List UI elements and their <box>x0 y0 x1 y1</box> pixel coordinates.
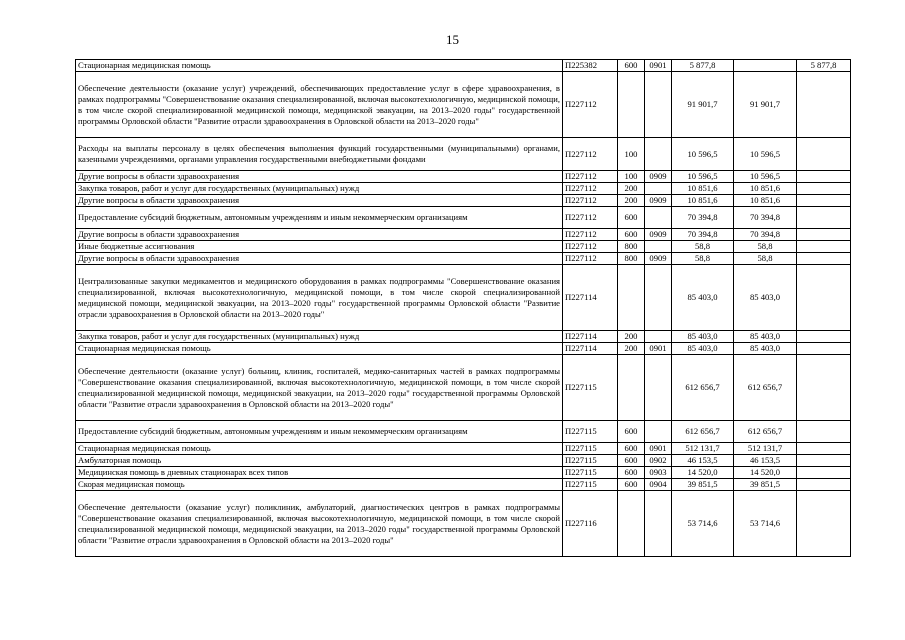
cell-total: 10 851,6 <box>672 183 734 195</box>
cell-expense-type: 600 <box>618 479 645 491</box>
cell-section: 0903 <box>645 467 672 479</box>
cell-section: 0901 <box>645 343 672 355</box>
cell-amount-2 <box>797 253 851 265</box>
cell-total: 85 403,0 <box>672 331 734 343</box>
cell-target-code: П227115 <box>563 455 618 467</box>
cell-section: 0909 <box>645 171 672 183</box>
cell-section <box>645 421 672 443</box>
table-row <box>76 207 851 229</box>
table-row <box>76 455 851 467</box>
cell-total: 10 851,6 <box>672 195 734 207</box>
cell-amount-1 <box>734 60 797 72</box>
table-row <box>76 229 851 241</box>
cell-amount-2 <box>797 455 851 467</box>
cell-name: Стационарная медицинская помощь <box>76 443 563 455</box>
table-row <box>76 138 851 171</box>
cell-total: 14 520,0 <box>672 467 734 479</box>
cell-expense-type: 600 <box>618 421 645 443</box>
cell-amount-1: 10 596,5 <box>734 171 797 183</box>
table-body <box>76 60 851 557</box>
cell-expense-type <box>618 265 645 331</box>
cell-expense-type: 600 <box>618 207 645 229</box>
cell-amount-2 <box>797 443 851 455</box>
cell-expense-type: 200 <box>618 183 645 195</box>
cell-amount-1: 612 656,7 <box>734 421 797 443</box>
cell-amount-1: 10 596,5 <box>734 138 797 171</box>
table-row <box>76 241 851 253</box>
cell-target-code: П227115 <box>563 355 618 421</box>
cell-expense-type <box>618 72 645 138</box>
cell-section: 0901 <box>645 60 672 72</box>
cell-amount-2 <box>797 207 851 229</box>
cell-name: Скорая медицинская помощь <box>76 479 563 491</box>
cell-name: Другие вопросы в области здравоохранения <box>76 253 563 265</box>
cell-total: 512 131,7 <box>672 443 734 455</box>
cell-target-code: П227112 <box>563 207 618 229</box>
cell-amount-2 <box>797 479 851 491</box>
cell-amount-2 <box>797 183 851 195</box>
cell-section <box>645 331 672 343</box>
cell-amount-2 <box>797 421 851 443</box>
cell-amount-1: 85 403,0 <box>734 343 797 355</box>
cell-section <box>645 241 672 253</box>
cell-amount-2 <box>797 343 851 355</box>
cell-expense-type <box>618 491 645 557</box>
cell-amount-2 <box>797 491 851 557</box>
cell-expense-type: 800 <box>618 241 645 253</box>
cell-amount-2 <box>797 355 851 421</box>
cell-name: Другие вопросы в области здравоохранения <box>76 171 563 183</box>
table-row <box>76 331 851 343</box>
cell-target-code: П227112 <box>563 72 618 138</box>
cell-expense-type: 600 <box>618 60 645 72</box>
cell-section <box>645 207 672 229</box>
table-row <box>76 355 851 421</box>
cell-amount-1: 39 851,5 <box>734 479 797 491</box>
cell-expense-type: 600 <box>618 443 645 455</box>
cell-amount-2 <box>797 265 851 331</box>
cell-expense-type: 200 <box>618 195 645 207</box>
cell-total: 70 394,8 <box>672 229 734 241</box>
cell-target-code: П227114 <box>563 331 618 343</box>
table-row <box>76 183 851 195</box>
cell-amount-1: 58,8 <box>734 241 797 253</box>
cell-name: Стационарная медицинская помощь <box>76 343 563 355</box>
cell-name: Амбулаторная помощь <box>76 455 563 467</box>
cell-target-code: П227112 <box>563 138 618 171</box>
cell-section <box>645 72 672 138</box>
cell-amount-2 <box>797 72 851 138</box>
cell-amount-1: 70 394,8 <box>734 207 797 229</box>
cell-name: Закупка товаров, работ и услуг для государственных (муниципальных) нужд <box>76 183 563 195</box>
cell-total: 10 596,5 <box>672 138 734 171</box>
cell-name: Обеспечение деятельности (оказание услуг) поликлиник, амбулаторий, диагностических центров в рамках подпрограммы "Совершенствование оказания специализированной, включая высокотехнологичную, медицинской помощи, в том числе скорой специализированной медицинской помощи, медицинской эвакуации, на 2013–2020 годы" государственной программы Орловской области "Развитие отрасли здравоохранения в Орловской области на 2013–2020 годы" <box>76 491 563 557</box>
cell-amount-2 <box>797 241 851 253</box>
cell-total: 85 403,0 <box>672 343 734 355</box>
cell-expense-type: 600 <box>618 229 645 241</box>
table-row <box>76 265 851 331</box>
cell-name: Закупка товаров, работ и услуг для государственных (муниципальных) нужд <box>76 331 563 343</box>
cell-name: Обеспечение деятельности (оказание услуг) больниц, клиник, госпиталей, медико-санитарных частей в рамках подпрограммы "Совершенствование оказания специализированной, включая высокотехнологичную, медицинской помощи, в том числе скорой специализированной медицинской помощи, медицинской эвакуации, на 2013–2020 годы" государственной программы Орловской области "Развитие отрасли здравоохранения в Орловской области на 2013–2020 годы" <box>76 355 563 421</box>
table-row <box>76 72 851 138</box>
table-row <box>76 479 851 491</box>
cell-amount-1: 10 851,6 <box>734 195 797 207</box>
cell-amount-2 <box>797 229 851 241</box>
cell-expense-type: 800 <box>618 253 645 265</box>
cell-total: 612 656,7 <box>672 355 734 421</box>
cell-expense-type: 200 <box>618 343 645 355</box>
cell-amount-1: 512 131,7 <box>734 443 797 455</box>
cell-expense-type <box>618 355 645 421</box>
cell-target-code: П227115 <box>563 443 618 455</box>
cell-total: 53 714,6 <box>672 491 734 557</box>
cell-total: 91 901,7 <box>672 72 734 138</box>
cell-target-code: П227115 <box>563 479 618 491</box>
cell-section: 0909 <box>645 229 672 241</box>
cell-amount-2 <box>797 195 851 207</box>
cell-section: 0909 <box>645 253 672 265</box>
budget-table <box>75 59 851 557</box>
cell-name: Другие вопросы в области здравоохранения <box>76 195 563 207</box>
cell-total: 85 403,0 <box>672 265 734 331</box>
cell-amount-1: 85 403,0 <box>734 331 797 343</box>
cell-total: 39 851,5 <box>672 479 734 491</box>
cell-section <box>645 183 672 195</box>
cell-target-code: П227112 <box>563 241 618 253</box>
table-row <box>76 195 851 207</box>
cell-amount-1: 91 901,7 <box>734 72 797 138</box>
cell-total: 46 153,5 <box>672 455 734 467</box>
cell-name: Обеспечение деятельности (оказание услуг) учреждений, обеспечивающих предоставление услуг в сфере здравоохранения, в рамках подпрограммы "Совершенствование оказания специализированной, включая высокотехнологичную, медицинской помощи, в том числе скорой специализированной медицинской помощи, медицинской эвакуации, на 2013–2020 годы" государственной программы Орловской области "Развитие отрасли здравоохранения в Орловской области на 2013–2020 годы" <box>76 72 563 138</box>
cell-section: 0902 <box>645 455 672 467</box>
cell-section: 0909 <box>645 195 672 207</box>
cell-amount-1: 612 656,7 <box>734 355 797 421</box>
cell-amount-1: 46 153,5 <box>734 455 797 467</box>
table-row <box>76 421 851 443</box>
cell-name: Другие вопросы в области здравоохранения <box>76 229 563 241</box>
cell-amount-2 <box>797 171 851 183</box>
cell-expense-type: 100 <box>618 138 645 171</box>
cell-target-code: П227112 <box>563 253 618 265</box>
cell-amount-1: 14 520,0 <box>734 467 797 479</box>
page-number: 15 <box>446 32 459 47</box>
table-row <box>76 491 851 557</box>
cell-expense-type: 200 <box>618 331 645 343</box>
cell-target-code: П227116 <box>563 491 618 557</box>
cell-total: 58,8 <box>672 241 734 253</box>
cell-total: 5 877,8 <box>672 60 734 72</box>
cell-amount-1: 53 714,6 <box>734 491 797 557</box>
cell-name: Медицинская помощь в дневных стационарах всех типов <box>76 467 563 479</box>
table-row <box>76 443 851 455</box>
cell-amount-2 <box>797 138 851 171</box>
cell-section: 0901 <box>645 443 672 455</box>
cell-section <box>645 138 672 171</box>
cell-target-code: П227114 <box>563 343 618 355</box>
cell-target-code: П227112 <box>563 229 618 241</box>
cell-total: 612 656,7 <box>672 421 734 443</box>
cell-amount-2 <box>797 467 851 479</box>
cell-total: 10 596,5 <box>672 171 734 183</box>
cell-name: Предоставление субсидий бюджетным, автономным учреждениям и иным некоммерческим организациям <box>76 207 563 229</box>
cell-total: 58,8 <box>672 253 734 265</box>
table-row <box>76 467 851 479</box>
cell-target-code: П227115 <box>563 421 618 443</box>
cell-section <box>645 491 672 557</box>
cell-target-code: П227114 <box>563 265 618 331</box>
cell-target-code: П227112 <box>563 171 618 183</box>
cell-expense-type: 600 <box>618 455 645 467</box>
cell-amount-1: 10 851,6 <box>734 183 797 195</box>
cell-total: 70 394,8 <box>672 207 734 229</box>
cell-amount-1: 70 394,8 <box>734 229 797 241</box>
cell-name: Расходы на выплаты персоналу в целях обеспечения выполнения функций государственными (муниципальными) органами, казенными учреждениями, органами управления государственными внебюджетными фондами <box>76 138 563 171</box>
cell-expense-type: 600 <box>618 467 645 479</box>
cell-amount-1: 58,8 <box>734 253 797 265</box>
cell-name: Иные бюджетные ассигнования <box>76 241 563 253</box>
cell-amount-2: 5 877,8 <box>797 60 851 72</box>
table-row <box>76 253 851 265</box>
cell-amount-2 <box>797 331 851 343</box>
cell-amount-1: 85 403,0 <box>734 265 797 331</box>
cell-target-code: П227115 <box>563 467 618 479</box>
cell-section: 0904 <box>645 479 672 491</box>
cell-name: Централизованные закупки медикаментов и медицинского оборудования в рамках подпрограммы "Совершенствование оказания специализированной, включая высокотехнологичную, медицинской помощи, в том числе скорой специализированной медицинской помощи, медицинской эвакуации, на 2013–2020 годы" государственной программы Орловской области "Развитие отрасли здравоохранения в Орловской области на 2013–2020 годы" <box>76 265 563 331</box>
table-row <box>76 60 851 72</box>
cell-name: Предоставление субсидий бюджетным, автономным учреждениям и иным некоммерческим организациям <box>76 421 563 443</box>
table-row <box>76 171 851 183</box>
cell-target-code: П225382 <box>563 60 618 72</box>
cell-target-code: П227112 <box>563 183 618 195</box>
cell-section <box>645 265 672 331</box>
cell-expense-type: 100 <box>618 171 645 183</box>
cell-section <box>645 355 672 421</box>
table-row <box>76 343 851 355</box>
cell-target-code: П227112 <box>563 195 618 207</box>
cell-name: Стационарная медицинская помощь <box>76 60 563 72</box>
